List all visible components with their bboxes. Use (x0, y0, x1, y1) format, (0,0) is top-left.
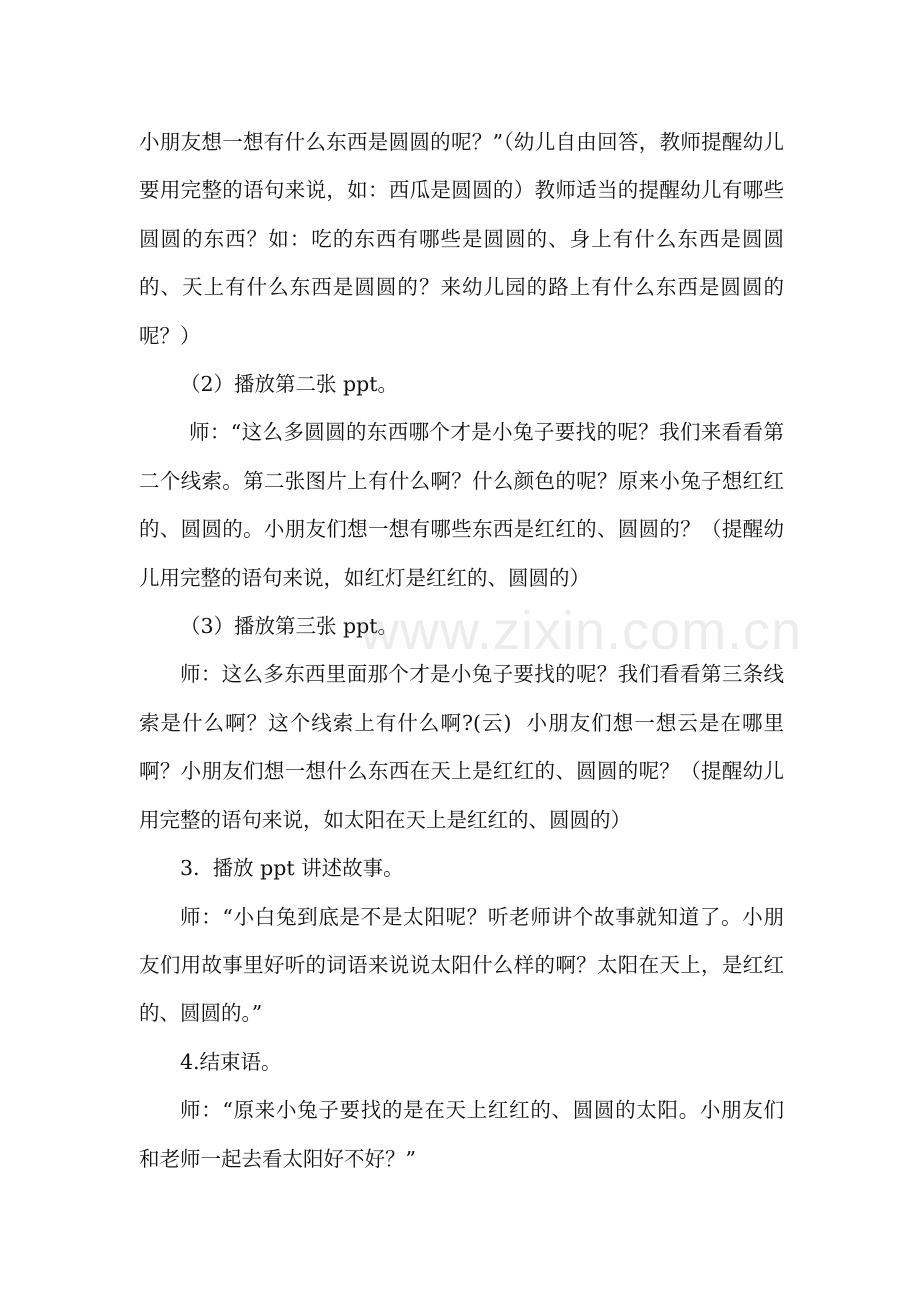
paragraph-6: 3. 播放 ppt 讲述故事。 (180, 856, 404, 881)
paragraph-8: 4.结束语。 (180, 1049, 282, 1074)
document-body (139, 118, 784, 1183)
watermark-text: www.zixin.com.cn (360, 601, 803, 661)
paragraph-2: （2）播放第二张 ppt。 (180, 372, 399, 397)
paragraph-1: 小朋友想一想有什么东西是圆圆的呢？”（幼儿自由回答，教师提醒幼儿要用完整的语句来说，如：西瓜是圆圆的）教师适当的提醒幼儿有哪些圆圆的东西？如：吃的东西有哪些是圆圆的、身上有什么东西是圆圆的、天上有什么东西是圆圆的？来幼儿园的路上有什么东西是圆圆的呢？） (139, 130, 784, 348)
paragraph-7: 师：“小白兔到底是不是太阳呢？听老师讲个故事就知道了。小朋友们用故事里好听的词语来说说太阳什么样的啊？太阳在天上，是红红的、圆圆的。” (139, 904, 784, 1026)
paragraph-3: 师：“这么多圆圆的东西哪个才是小兔子要找的呢？我们来看看第二个线索。第二张图片上有什么啊？什么颜色的呢？原来小兔子想红红的、圆圆的。小朋友们想一想有哪些东西是红红的、圆圆的？（提醒幼儿用完整的语句来说，如红灯是红红的、圆圆的） (139, 420, 784, 590)
paragraph-5: 师：这么多东西里面那个才是小兔子要找的呢？我们看看第三条线索是什么啊？这个线索上有什么啊?(云) 小朋友们想一想云是在哪里啊？小朋友们想一想什么东西在天上是红红的、圆圆的呢？（提醒幼儿用完整的语句来说，如太阳在天上是红红的、圆圆的） (139, 662, 784, 832)
paragraph-4: （3）播放第三张 ppt。 (180, 614, 399, 639)
paragraph-9: 师：“原来小兔子要找的是在天上红红的、圆圆的太阳。小朋友们和老师一起去看太阳好不好？” (139, 1098, 784, 1171)
